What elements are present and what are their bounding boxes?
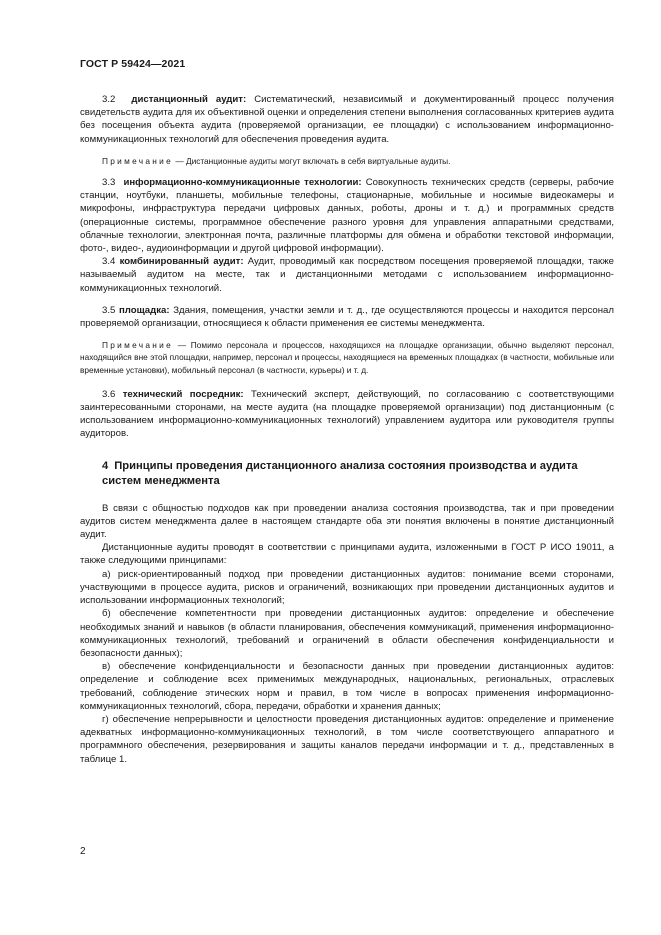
- definition-number: 3.5: [102, 304, 116, 316]
- definition-number: 3.3: [102, 177, 116, 189]
- definition-text: Систематический, независимый и документированный процесс получения свидетельств аудита для их объективной оценки и определения степени выполнения согласованных критериев аудита без посещения объекта аудита (проверяемой организации, ее площадки) с использованием информационно-коммуникационных технологий для обеспечения проведения аудита.: [80, 94, 614, 145]
- definition-term: технический посредник:: [122, 388, 244, 400]
- definition-number: 3.6: [102, 388, 116, 400]
- definition-number: 3.4: [102, 256, 116, 268]
- definition-text: Совокупность технических средств (серверы, рабочие станции, ноутбуки, планшеты, мобильные телефоны, стационарные, мобильные и носимые видеокамеры и микрофоны, инфраструктура передачи цифровых данных, роботы, дроны и т. д.) и программных средств (операционные системы, программное обеспечение разного уровня для управления аппаратными средствами, облачные технологии, электронная почта, различные платформы для обмена и обработки текстовой информации, фото-, видео-, аудиоинформации и другой цифровой информации).: [80, 177, 615, 255]
- list-item: в) обеспечение конфиденциальности и безопасности данных при проведении дистанционных аудитов: определение и соблюдение всех применимых международных, национальных, региональных, отраслевых требований, соблюдение этических норм и правил, в том числе в вопросах применения информационно-коммуникационных технологий, сбора, передачи, обработки и хранения данных;: [80, 661, 614, 712]
- definition-number: 3.2: [102, 94, 116, 105]
- definition-3-3: [80, 176, 614, 255]
- note-3-2: [80, 155, 614, 167]
- section-number: 4: [102, 459, 109, 472]
- definition-3-6: [80, 388, 614, 441]
- list-item: б) обеспечение компетентности при проведении дистанционных аудитов: определение и обеспечение необходимых знаний и навыков (в области планирования, обеспечения коммуникаций, применения информационно-коммуникационных технологий, требований и ограничений в области обеспечения конфиденциальности и безопасности данных);: [80, 608, 614, 659]
- section-heading: [80, 459, 614, 489]
- note-label: Примечание: [102, 155, 174, 166]
- document-body: [80, 93, 614, 766]
- document-code: ГОСТ Р 59424—2021: [80, 58, 186, 70]
- definition-term: дистанционный аудит:: [131, 94, 247, 105]
- note-text: — Дистанционные аудиты могут включать в себя виртуальные аудиты.: [175, 155, 451, 166]
- section-title: Принципы проведения дистанционного анализа состояния производства и аудита систем менеджмента: [102, 459, 578, 487]
- list-item: г) обеспечение непрерывности и целостности проведения дистанционных аудитов: определение и применение адекватных информационно-коммуникационных технологий, в том числе соответствующего аппаратного и программного обеспечения, резервирования и защиты каналов передачи информации и т. д., представленных в таблице 1.: [80, 713, 614, 765]
- definition-3-4: [80, 255, 614, 295]
- page-number: 2: [80, 846, 86, 857]
- definition-text: Здания, помещения, участки земли и т. д., где осуществляются процессы и находится персонал проверяемой организации, относящиеся к области применения ее системы менеджмента.: [80, 304, 614, 330]
- paragraph: В связи с общностью подходов как при проведении анализа состояния производства, так и при проведении аудитов систем менеджмента далее в настоящем стандарте оба эти понятия включены в понятие дистанционный аудит.: [80, 502, 614, 541]
- definition-term: площадка:: [118, 304, 170, 316]
- note-3-5: [80, 339, 614, 376]
- definition-3-5: [80, 304, 614, 330]
- definition-term: информационно-коммуникационные технологии:: [123, 177, 362, 189]
- note-text: — Помимо персонала и процессов, находящихся на площадке организации, обычно выделяют персонал, находящийся вне этой площадки, например, персонал и процессы, находящиеся на временных площадках (в частности, мобильные или временные установки), мобильный персонал (в частности, курьеры) и т. д.: [80, 340, 615, 375]
- definition-text: Аудит, проводимый как посредством посещения проверяемой площадки, также называемый аудитом на месте, так и дистанционными методами с использованием информационно-коммуникационных технологий.: [80, 256, 615, 294]
- list-item: а) риск-ориентированный подход при проведении дистанционных аудитов: понимание всеми сторонами, участвующими в процессе аудита, рисков и ограничений, возникающих при проведении дистанционных аудитов и использовании информационных технологий;: [80, 568, 614, 607]
- definition-term: комбинированный аудит:: [119, 256, 244, 268]
- note-label: Примечание: [102, 340, 174, 351]
- paragraph: Дистанционные аудиты проводят в соответствии с принципами аудита, изложенными в ГОСТ Р ИСО 19011, а также следующими принципами:: [80, 542, 614, 567]
- definition-text: Технический эксперт, действующий, по согласованию с соответствующими заинтересованными сторонами, на месте аудита (на площадке проверяемой организации) под дистанционным (с использованием информационно-коммуникационных технологий) управлением аудитора или руководителя группы аудиторов.: [80, 388, 615, 440]
- definition-3-2: [80, 93, 614, 146]
